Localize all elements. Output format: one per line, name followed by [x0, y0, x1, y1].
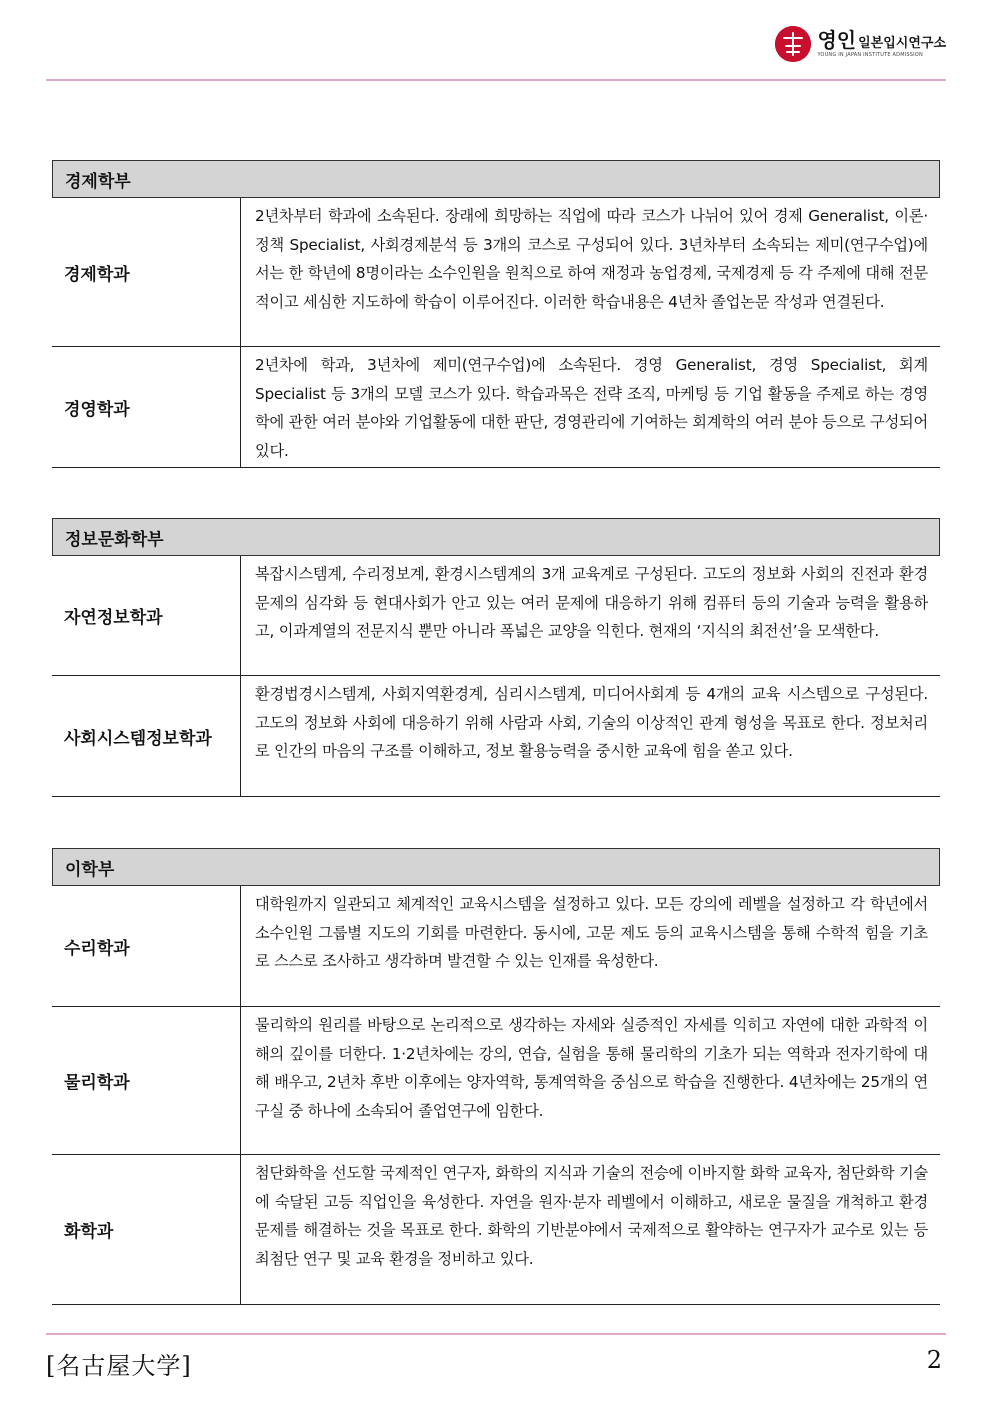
table-row [52, 347, 940, 468]
department-description: 물리학의 원리를 바탕으로 논리적으로 생각하는 자세와 실증적인 자세를 익히고 자연에 대한 과학적 이해의 깊이를 더한다. 1·2년차에는 강의, 연습, 실험을 통해 물리학의 기초가 되는 역학과 전자기학에 대해 배우고, 2년차 후반 이후에는 양자역학, 통계역학을 중심으로 학습을 진행한다. 4년차에는 25개의 연구실 중 하나에 소속되어 졸업연구에 임한다. [255, 1016, 928, 1120]
section-science [52, 848, 940, 1305]
department-description: 2년차에 학과, 3년차에 제미(연구수업)에 소속된다. 경영 Generalist, 경영 Specialist, 회계 Specialist 등 3개의 모델 코스가 있다. 학습과목은 전략 조직, 마케팅 등 기업 활동을 주제로 하는 경영학에 관한 여러 분야와 기업활동에 대한 판단, 경영관리에 기여하는 회계학의 여러 분야 등으로 구성되어 있다. [255, 356, 928, 460]
table-row [52, 556, 940, 676]
department-label: 수리학과 [52, 886, 241, 1006]
department-label: 경영학과 [52, 347, 241, 467]
section-title: 경제학부 [52, 160, 940, 198]
footer-divider [46, 1333, 946, 1335]
section-informatics [52, 518, 940, 797]
department-description: 첨단화학을 선도할 국제적인 연구자, 화학의 지식과 기술의 전승에 이바지할 화학 교육자, 첨단화학 기술에 숙달된 고등 직업인을 육성한다. 자연을 원자·분자 레벨에서 이해하고, 새로운 물질을 개척하고 환경문제를 해결하는 것을 목표로 한다. 화학의 기반분야에서 국제적으로 활약하는 연구자가 교수로 있는 등 최첨단 연구 및 교육 환경을 정비하고 있다. [255, 1164, 928, 1268]
section-title: 이학부 [52, 848, 940, 886]
header-logo [775, 22, 946, 66]
logo-text [817, 30, 946, 58]
table-row [52, 676, 940, 797]
logo-subtitle: 일본입시연구소 [858, 36, 946, 51]
department-label: 물리학과 [52, 1007, 241, 1154]
department-label: 자연정보학과 [52, 556, 241, 675]
footer-university: [名古屋大学] [46, 1352, 192, 1380]
table-row [52, 1007, 940, 1155]
section-economics [52, 160, 940, 468]
department-description: 복잡시스템계, 수리정보계, 환경시스템계의 3개 교육계로 구성된다. 고도의 정보화 사회의 진전과 환경문제의 심각화 등 현대사회가 안고 있는 여러 문제에 대응하기 위해 컴퓨터 등의 기술과 능력을 활용하고, 이과계열의 전문지식 뿐만 아니라 폭넓은 교양을 익힌다. 현재의 ‘지식의 최전선’을 모색한다. [255, 565, 928, 640]
header-divider [46, 79, 946, 81]
logo-english: YOUNG IN JAPAN INSTITUTE ADMISSION [817, 52, 923, 58]
table-row [52, 198, 940, 347]
department-label: 사회시스템정보학과 [52, 676, 241, 796]
logo-emblem-icon [775, 26, 811, 62]
section-title: 정보문화학부 [52, 518, 940, 556]
department-label: 경제학과 [52, 198, 241, 346]
table-row [52, 886, 940, 1007]
logo-brand: 영인 [817, 28, 857, 52]
department-description: 2년차부터 학과에 소속된다. 장래에 희망하는 직업에 따라 코스가 나뉘어 있어 경제 Generalist, 이론·정책 Specialist, 사회경제분석 등 3개의 코스로 구성되어 있다. 3년차부터 소속되는 제미(연구수업)에서는 한 학년에 8명이라는 소수인원을 원칙으로 하여 재정과 농업경제, 국제경제 등 각 주제에 대해 전문적이고 세심한 지도하에 학습이 이루어진다. 이러한 학습내용은 4년차 졸업논문 작성과 연결된다. [255, 207, 928, 311]
page-number: 2 [926, 1346, 942, 1374]
department-description: 대학원까지 일관되고 체계적인 교육시스템을 설정하고 있다. 모든 강의에 레벨을 설정하고 각 학년에서 소수인원 그룹별 지도의 기회를 마련한다. 동시에, 고문 제도 등의 교육시스템을 통해 수학적 힘을 기초로 스스로 조사하고 생각하며 발견할 수 있는 인재를 육성한다. [255, 895, 928, 970]
department-label: 화학과 [52, 1155, 241, 1304]
department-description: 환경법경시스템계, 사회지역환경계, 심리시스템계, 미디어사회계 등 4개의 교육 시스템으로 구성된다. 고도의 정보화 사회에 대응하기 위해 사람과 사회, 기술의 이상적인 관계 형성을 목표로 한다. 정보처리로 인간의 마음의 구조를 이해하고, 정보 활용능력을 중시한 교육에 힘을 쏟고 있다. [255, 685, 928, 760]
table-row [52, 1155, 940, 1305]
